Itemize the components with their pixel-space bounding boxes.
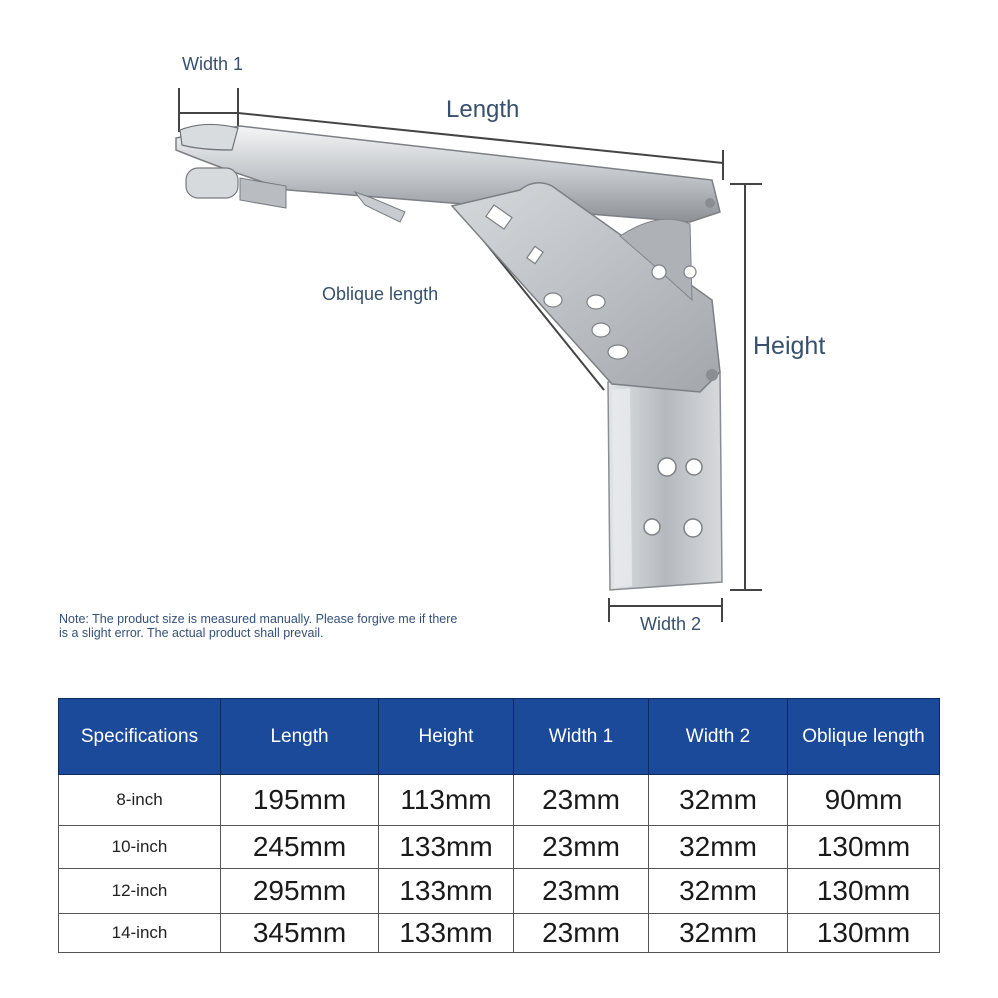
table-row <box>59 869 940 914</box>
measurement-note: Note: The product size is measured manually. Please forgive me if there is a slight error. The actual product shall prevail. <box>59 612 458 640</box>
vertical-plate <box>608 372 722 590</box>
height-label: Height <box>753 332 826 360</box>
height-cell: 133mm <box>379 826 514 869</box>
header-oblique-length: Oblique length <box>788 699 940 775</box>
spec-size-cell: 10-inch <box>59 826 221 869</box>
width1-cell: 23mm <box>514 914 649 953</box>
length-cell: 345mm <box>221 914 379 953</box>
oblique-cell: 130mm <box>788 914 940 953</box>
height-cell: 113mm <box>379 775 514 826</box>
width2-label: Width 2 <box>640 614 702 634</box>
oblique-cell: 90mm <box>788 775 940 826</box>
height-dimension <box>730 184 762 590</box>
oblique-cell: 130mm <box>788 826 940 869</box>
header-width2: Width 2 <box>649 699 788 775</box>
width2-cell: 32mm <box>649 775 788 826</box>
header-width1: Width 1 <box>514 699 649 775</box>
oblique-length-label: Oblique length <box>322 284 439 304</box>
header-height: Height <box>379 699 514 775</box>
height-cell: 133mm <box>379 869 514 914</box>
spec-size-cell: 8-inch <box>59 775 221 826</box>
width1-cell: 23mm <box>514 869 649 914</box>
width1-cell: 23mm <box>514 775 649 826</box>
height-cell: 133mm <box>379 914 514 953</box>
spec-size-cell: 14-inch <box>59 914 221 953</box>
length-cell: 195mm <box>221 775 379 826</box>
top-arm <box>176 124 720 222</box>
length-cell: 245mm <box>221 826 379 869</box>
oblique-cell: 130mm <box>788 869 940 914</box>
header-length: Length <box>221 699 379 775</box>
spec-header-row <box>59 699 940 775</box>
length-label: Length <box>446 96 520 123</box>
length-cell: 295mm <box>221 869 379 914</box>
spec-table <box>58 698 940 953</box>
width1-cell: 23mm <box>514 826 649 869</box>
header-specifications: Specifications <box>59 699 221 775</box>
table-row <box>59 775 940 826</box>
width2-cell: 32mm <box>649 826 788 869</box>
table-row <box>59 826 940 869</box>
spec-size-cell: 12-inch <box>59 869 221 914</box>
width1-label: Width 1 <box>182 54 244 74</box>
width2-cell: 32mm <box>649 869 788 914</box>
width2-cell: 32mm <box>649 914 788 953</box>
table-row <box>59 914 940 953</box>
